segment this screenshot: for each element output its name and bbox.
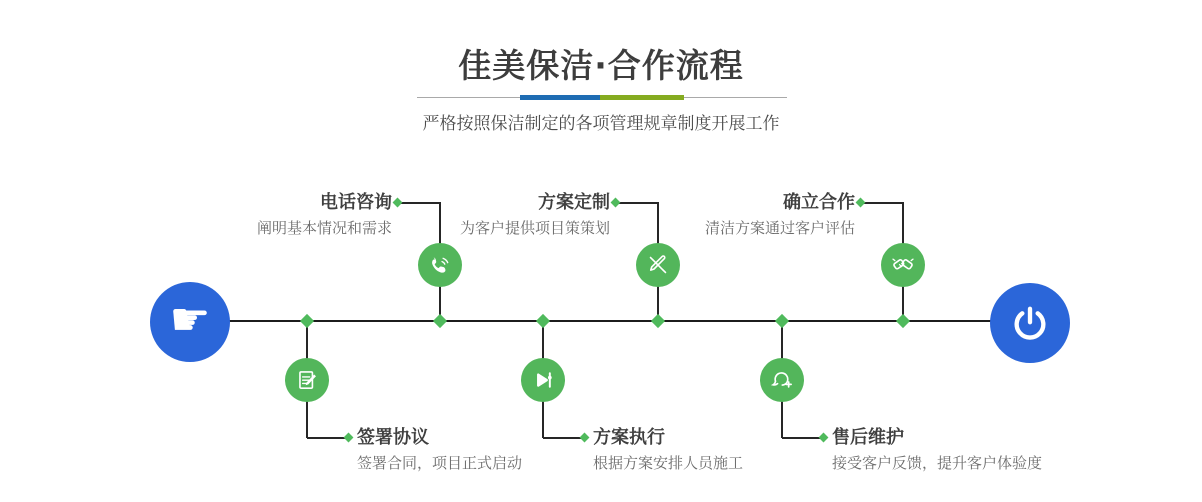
- label-diamond: [344, 433, 354, 443]
- connector-vertical: [542, 321, 544, 438]
- connector-vertical: [781, 321, 783, 438]
- step-title: 售后维护: [832, 427, 904, 448]
- label-diamond: [611, 198, 621, 208]
- connector-horizontal: [307, 437, 347, 439]
- step-label: [593, 427, 743, 473]
- step-desc: 清洁方案通过客户评估: [704, 219, 855, 237]
- step-desc: 接受客户反馈，提升客户体验度: [832, 454, 1043, 472]
- handshake-icon: [889, 251, 917, 279]
- step-label: [460, 192, 610, 238]
- pointing-hand-icon: ☛: [169, 292, 211, 346]
- timeline-start-node: [150, 282, 230, 362]
- document-sign-icon: [294, 367, 320, 393]
- step-label: [357, 427, 522, 473]
- page-title: 佳美保洁·合作流程: [458, 46, 744, 85]
- label-diamond: [393, 198, 403, 208]
- step-label: [832, 427, 1042, 473]
- divider-blue-segment: [520, 95, 600, 100]
- step-title: 确立合作: [783, 192, 855, 213]
- step-circle: [636, 243, 680, 287]
- step-title: 方案执行: [593, 427, 665, 448]
- headset-plus-icon: [768, 366, 796, 394]
- step-label: [705, 192, 855, 238]
- play-execute-icon: [530, 367, 556, 393]
- step-circle: [418, 243, 462, 287]
- label-diamond: [819, 433, 829, 443]
- connector-vertical: [902, 202, 904, 321]
- label-diamond: [856, 198, 866, 208]
- step-title: 方案定制: [538, 192, 610, 213]
- connector-vertical: [657, 202, 659, 321]
- page-subtitle: 严格按照保洁制定的各项管理规章制度开展工作: [422, 114, 780, 134]
- step-title: 签署协议: [357, 427, 429, 448]
- step-circle: [521, 358, 565, 402]
- step-desc: 根据方案安排人员施工: [593, 454, 744, 472]
- power-icon: [1010, 303, 1050, 343]
- step-desc: 阐明基本情况和需求: [256, 219, 392, 237]
- step-desc: 签署合同，项目正式启动: [357, 454, 523, 472]
- step-title: 电话咨询: [320, 192, 392, 213]
- connector-horizontal: [782, 437, 822, 439]
- label-diamond: [580, 433, 590, 443]
- connector-horizontal: [618, 202, 658, 204]
- connector-vertical: [306, 321, 308, 438]
- step-circle: [760, 358, 804, 402]
- divider-green-segment: [600, 95, 684, 100]
- step-desc: 为客户提供项目策策划: [459, 219, 610, 237]
- connector-horizontal: [543, 437, 583, 439]
- connector-horizontal: [863, 202, 903, 204]
- timeline-end-node: [990, 283, 1070, 363]
- step-circle: [285, 358, 329, 402]
- step-circle: [881, 243, 925, 287]
- step-label: [257, 192, 392, 238]
- phone-call-icon: [427, 252, 453, 278]
- connector-horizontal: [400, 202, 440, 204]
- timeline-line: [229, 320, 991, 322]
- crossed-tools-icon: [645, 252, 671, 278]
- connector-vertical: [439, 202, 441, 321]
